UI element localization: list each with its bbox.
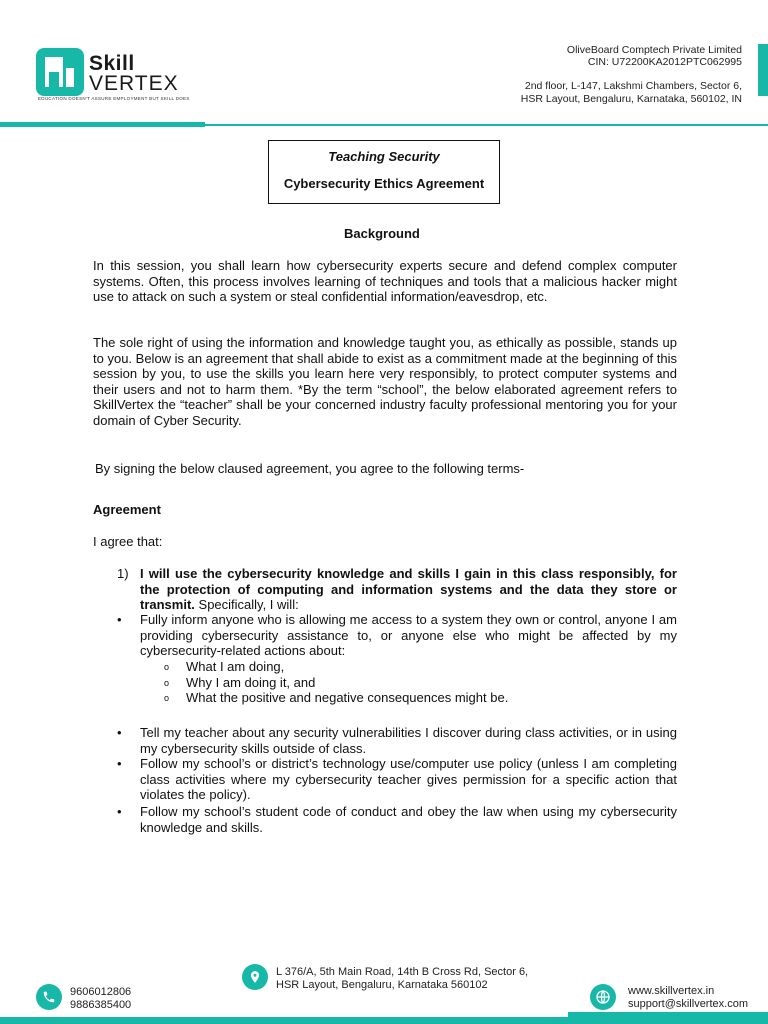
footer-address-line-1: L 376/A, 5th Main Road, 14th B Cross Rd, Sector 6,: [276, 966, 529, 978]
background-heading: Background: [344, 226, 420, 241]
bullet-inform-anyone: Fully inform anyone who is allowing me access to a system they own or control, anyone I am providing cybersecurity assistance to, or anyone else who might be affected by my cybersecurity-related actions about:: [140, 612, 677, 658]
logo-word-vertex: VERTEX: [89, 72, 179, 95]
footer-accent-bar-thick: [568, 1012, 768, 1024]
background-paragraph-2: The sole right of using the information and knowledge taught you, as ethically as possible, stands up to you. Below is an agreement that shall abide to exist as a commitment made at the beginning of this session by you, to use the skills you learn here very responsibly, to protect computer systems and their users and not to harm them. *By the term “school”, the below elaborated agreement refers to SkillVertex the “teacher” shall be your concerned industry faculty professional mentoring you for your domain of Cyber Security.: [93, 335, 677, 428]
footer-website: www.skillvertex.in: [628, 985, 715, 997]
logo-tagline: EDUCATION DOESN'T ASSURE EMPLOYMENT BUT SKILL DOES: [38, 96, 190, 101]
company-info: [567, 44, 742, 68]
phone-number-2: 9886385400: [70, 999, 132, 1011]
skillvertex-logo-mark: [36, 48, 84, 96]
phone-icon: [36, 984, 62, 1010]
sub-item-2: Why I am doing it, and: [186, 675, 316, 690]
agreement-item-1: [140, 566, 677, 613]
document-title-box: [268, 140, 500, 204]
location-pin-icon: [242, 964, 268, 990]
footer-email: support@skillvertex.com: [628, 998, 748, 1010]
company-name: OliveBoard Comptech Private Limited: [566, 44, 742, 56]
agreement-item-1-rest: Specifically, I will:: [194, 597, 299, 612]
background-paragraph-1: In this session, you shall learn how cybersecurity experts secure and defend complex computer systems. Often, this process involves learning of techniques and tools that a malicious hacker might use to attack on such a system or steal confidential information/eavesdrop, etc.: [93, 258, 677, 304]
phone-number-1: 9606012806: [70, 986, 132, 998]
bullet-marker: •: [117, 612, 122, 627]
company-cin: CIN: U72200KA2012PTC062995: [587, 56, 742, 68]
sub-item-3: What the positive and negative consequences might be.: [186, 690, 509, 705]
background-paragraph-3: By signing the below claused agreement, you agree to the following terms-: [95, 461, 525, 476]
logo-word-skill: Skill: [89, 52, 135, 75]
sub-bullet-marker: o: [164, 693, 170, 703]
agreement-heading: Agreement: [93, 502, 161, 517]
bullet-tell-teacher: Tell my teacher about any security vulnerabilities I discover during class activities, or in using my cybersecurity skills outside of class.: [140, 725, 677, 756]
title-teaching-security: Teaching Security: [328, 149, 440, 164]
title-ethics-agreement: Cybersecurity Ethics Agreement: [283, 176, 485, 191]
footer-phones: [70, 986, 131, 1012]
agreement-intro: I agree that:: [93, 534, 163, 549]
address-line-1: 2nd floor, L-147, Lakshmi Chambers, Sector 6,: [524, 80, 742, 92]
header-divider-accent: [0, 122, 205, 127]
bullet-marker: •: [117, 804, 122, 819]
bullet-code-of-conduct: Follow my school’s student code of conduct and obey the law when using my cybersecurity knowledge and skills.: [140, 804, 677, 835]
footer-contact: [628, 985, 748, 1011]
header-corner-accent: [758, 44, 768, 96]
bullet-marker: •: [117, 756, 122, 771]
company-address: [521, 80, 742, 105]
sub-bullet-marker: o: [164, 662, 170, 672]
bullet-follow-policy: Follow my school’s or district’s technology use/computer use policy (unless I am completing class activities where my cybersecurity teacher gives permission for a specific action that violates the policy).: [140, 756, 677, 802]
sub-item-1: What I am doing,: [186, 659, 285, 674]
sub-bullet-marker: o: [164, 678, 170, 688]
globe-icon: [590, 984, 616, 1010]
item-number-1: 1): [117, 566, 129, 581]
bullet-marker: •: [117, 725, 122, 740]
address-line-2: HSR Layout, Bengaluru, Karnataka, 560102, IN: [520, 92, 742, 105]
footer-address-line-2: HSR Layout, Bengaluru, Karnataka 560102: [276, 979, 488, 991]
agreement-item-1-bold: I will use the cybersecurity knowledge and skills I gain in this class responsibly, for the protection of computing and information systems and the data they store or transmit.: [140, 566, 677, 612]
footer-address: [276, 966, 528, 992]
